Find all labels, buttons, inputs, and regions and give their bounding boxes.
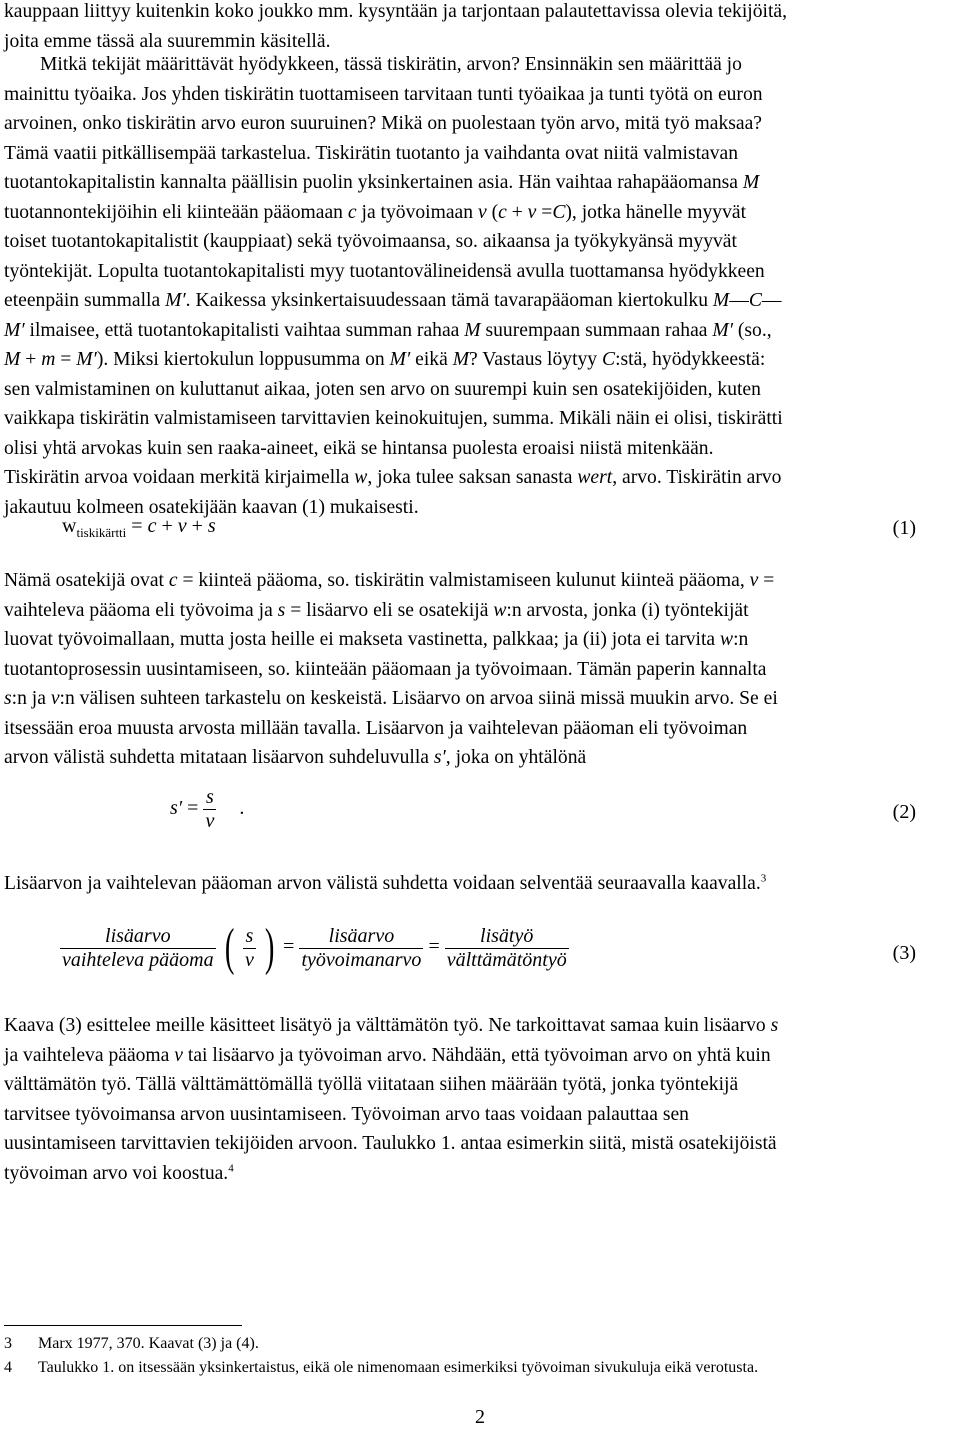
text-fragment: , joka on yhtälönä <box>445 747 587 768</box>
text-fragment: eteenpäin summalla <box>4 290 161 311</box>
math-symbol: c <box>498 201 507 223</box>
text-fragment: = <box>536 201 553 223</box>
math-symbol: v <box>749 570 759 591</box>
equation-number: (1) <box>892 517 916 539</box>
math-symbol: C <box>602 349 616 370</box>
math-subscript: tiskikärtti <box>76 525 127 540</box>
text-line: vaikkapa tiskirätin valmistamiseen tarvittavien keinokuitujen, summa. Mikäli näin ei olisi, tiskirätti <box>4 408 783 429</box>
math-symbol: s <box>207 515 216 537</box>
text-fragment: (so., <box>737 319 772 341</box>
math-symbol: c <box>168 570 178 591</box>
footnote-number: 4 <box>4 1359 12 1376</box>
text-line: työntekijät. Lopulta tuotantokapitalisti myy tuotantovälineidensä avulla tuottamansa hyödykkeen <box>4 260 765 282</box>
fraction <box>60 925 216 972</box>
footnote-text: Taulukko 1. on itsessään yksinkertaistus, eikä ole nimenomaan esimerkiksi työvoiman sivukuluja eikä verotusta. <box>38 1359 759 1376</box>
text-line <box>4 1041 954 1071</box>
fraction-denominator: välttämätöntyö <box>446 948 567 971</box>
footnote-reference[interactable]: 3 <box>760 872 767 885</box>
math-symbol: M <box>712 290 730 311</box>
italic-word: wert <box>577 467 613 488</box>
text-fragment: . Kaikessa yksinkertaisuudessaan tämä tavarapääoman kiertokulku <box>185 290 708 311</box>
text-line: Mitkä tekijät määrittävät hyödykkeen, tässä tiskirätin, arvon? Ensinnäkin sen määrittää jo <box>40 54 742 75</box>
text-line <box>4 684 954 714</box>
text-fragment: + <box>20 349 42 370</box>
footnote-reference[interactable]: 4 <box>228 1161 234 1174</box>
paragraph-surplus-labour <box>4 1011 954 1188</box>
text-fragment: Tiskirätin arvoa voidaan merkitä kirjaimella <box>4 467 350 488</box>
math-symbol: w <box>493 599 507 621</box>
text-fragment: :stä, hyödykkeestä: <box>615 349 766 370</box>
math-symbol: v <box>177 515 187 537</box>
text-line <box>4 168 954 198</box>
math-symbol: s <box>770 1015 779 1036</box>
text-line <box>4 566 954 596</box>
text-fragment: arvon välistä suhdetta mitataan lisäarvon suhdeluvulla <box>4 747 429 768</box>
math-symbol: v <box>50 688 60 709</box>
text-fragment: Lisäarvon ja vaihtelevan pääoman arvon välistä suhdetta voidaan selventää seuraavalla kaavalla. <box>4 873 761 894</box>
math-operator: + <box>156 515 178 537</box>
paragraph-clarify <box>4 869 954 899</box>
math-symbol: M <box>742 172 760 193</box>
math-symbol: M′ <box>165 290 186 311</box>
fraction-numerator: s <box>243 925 256 949</box>
text-line: uusintamiseen tarvittavien tekijöiden arvoon. Taulukko 1. antaa esimerkin siitä, mistä osatekijöistä <box>4 1133 777 1154</box>
math-symbol: c <box>347 201 357 223</box>
text-fragment: ), jotka hänelle myyvät <box>565 201 747 223</box>
footnote-separator <box>4 1325 242 1326</box>
text-fragment: , arvo. Tiskirätin arvo <box>612 467 782 488</box>
fraction-denominator: v <box>205 810 215 832</box>
math-symbol: s <box>277 599 286 621</box>
math-symbol: w <box>354 467 368 488</box>
text-line: tarvitsee työvoimansa arvon uusintamiseen. Työvoiman arvo taas voidaan palauttaa sen <box>4 1103 689 1125</box>
text-line <box>4 596 954 626</box>
paragraph-value-determinants <box>4 50 954 522</box>
text-fragment: työvoiman arvo voi koostua. <box>4 1162 229 1184</box>
equation-1 <box>62 515 216 541</box>
math-symbol: w <box>720 629 734 650</box>
equation-number: (2) <box>892 801 916 823</box>
text-line: jakautuu kolmeen osatekijään kaavan (1) mukaisesti. <box>4 496 419 518</box>
equation-3 <box>60 919 569 976</box>
math-paren-left: ( <box>224 919 235 976</box>
text-line <box>4 1159 954 1189</box>
text-line <box>4 345 954 375</box>
math-symbol: C <box>552 201 566 223</box>
fraction-denominator: työvoimanarvo <box>301 948 422 971</box>
math-operator: = <box>283 935 295 958</box>
math-symbol: v <box>527 201 537 223</box>
text-line: sen valmistaminen on kuluttanut aikaa, joten sen arvo on suurempi kuin sen osatekijöiden, kuten <box>4 378 761 400</box>
text-line <box>4 198 954 228</box>
math-operator: + <box>186 515 208 537</box>
text-fragment: luovat työvoimallaan, mutta josta heille ei makseta vastinetta, palkkaa; ja (ii) jota ei tarvita <box>4 629 716 650</box>
fraction-numerator: lisäarvo <box>60 925 216 949</box>
text-fragment: suurempaan summaan rahaa <box>485 319 708 341</box>
fraction-numerator: s <box>203 786 216 810</box>
math-punctuation: . <box>239 797 245 820</box>
text-line: joita emme tässä ala suuremmin käsitellä. <box>4 30 331 52</box>
fraction-numerator: lisätyö <box>445 925 569 949</box>
math-symbol: w <box>62 515 77 537</box>
text-line: kauppaan liittyy kuitenkin koko joukko mm. kysyntään ja tarjontaan palautettavissa olevia tekijöitä, <box>4 1 788 22</box>
math-symbol: M <box>4 349 21 370</box>
text-fragment: tai lisäarvo ja työvoiman arvo. Nähdään, että työvoiman arvo on yhtä kuin <box>187 1044 771 1066</box>
fraction-denominator: vaihteleva pääoma <box>62 948 214 971</box>
text-fragment: eikä <box>415 349 448 370</box>
text-line: tuotantoprosessin uusintamiseen, so. kiinteään pääomaan ja työvoimaan. Tämän paperin kannalta <box>4 658 767 680</box>
text-fragment: Kaava (3) esittelee meille käsitteet lisätyö ja välttämätön työ. Ne tarkoittavat samaa kuin lisäarvo <box>4 1015 766 1036</box>
math-symbol: v <box>477 201 487 223</box>
fraction-denominator: v <box>244 948 254 971</box>
page-number: 2 <box>475 1406 485 1428</box>
text-line <box>4 286 954 316</box>
footnote-4 <box>4 1358 758 1378</box>
text-fragment: Nämä osatekijä ovat <box>4 570 164 591</box>
math-paren-right: ) <box>264 919 275 976</box>
text-fragment: , joka tulee saksan sanasta <box>367 467 573 488</box>
text-fragment: = kiinteä pääoma, so. tiskirätin valmistamiseen kulunut kiinteä pääoma, <box>182 570 745 591</box>
math-symbol: M′ <box>712 319 733 341</box>
text-fragment: ja vaihteleva pääoma <box>4 1044 170 1066</box>
math-symbol: M′ <box>76 349 97 370</box>
text-fragment: tuotantokapitalistin kannalta päällisin puolin yksinkertainen asia. Hän vaihtaa rahapääomansa <box>4 172 738 193</box>
fraction <box>445 925 569 972</box>
text-line <box>4 316 954 346</box>
text-fragment: — <box>761 290 782 311</box>
text-fragment: = lisäarvo eli se osatekijä <box>290 599 489 621</box>
text-line: mainittu työaika. Jos yhden tiskirätin tuottamiseen tarvitaan tunti työaikaa ja tunti työtä on euron <box>4 83 763 105</box>
text-line: välttämätön työ. Tällä välttämättömällä työllä viitataan siihen määrään työtä, jonka työntekijä <box>4 1074 739 1095</box>
math-operator: = <box>428 935 440 958</box>
text-line: itsessään eroa muusta arvosta millään tavalla. Lisäarvon ja vaihtelevan pääoman eli työvoiman <box>4 717 748 739</box>
text-fragment: + <box>506 201 528 223</box>
math-symbol: M′ <box>389 349 411 370</box>
math-symbol: s <box>4 688 12 709</box>
text-fragment: :n välisen suhteen tarkastelu on keskeistä. Lisäarvo on arvoa siinä missä muukin arvo. Se ei <box>59 688 778 709</box>
text-fragment: — <box>729 290 749 311</box>
footnote-3 <box>4 1334 259 1354</box>
text-fragment: ilmaisee, että tuotantokapitalisti vaihtaa summan rahaa <box>29 319 460 341</box>
paragraph-components <box>4 566 954 773</box>
math-operator: = <box>187 797 199 820</box>
equation-number: (3) <box>892 942 916 964</box>
math-symbol: s′ <box>170 797 183 820</box>
text-line: toiset tuotantokapitalistit (kauppiaat) sekä työvoimaansa, so. aikaansa ja työkykyänsä myyvät <box>4 231 737 252</box>
text-line <box>4 743 954 773</box>
math-symbol: s′ <box>433 747 446 768</box>
text-line: olisi yhtä arvokas kuin sen raaka-aineet, eikä se hintansa puolesta eroaisi niistä mitenkään. <box>4 437 714 459</box>
math-symbol: M′ <box>4 319 25 341</box>
text-fragment: ( <box>491 201 499 223</box>
text-fragment: ? Vastaus löytyy <box>469 349 598 370</box>
text-fragment: :n arvosta, jonka (i) työntekijät <box>506 599 749 621</box>
math-symbol: m <box>41 349 56 370</box>
text-line <box>4 1011 954 1041</box>
footnote-number: 3 <box>4 1335 12 1352</box>
text-line <box>4 625 954 655</box>
text-line: arvoinen, onko tiskirätin arvo euron suuruinen? Mikä on puolestaan työn arvo, mitä työ maksaa? <box>4 113 762 134</box>
text-fragment: ja työvoimaan <box>361 201 474 223</box>
text-fragment: vaihteleva pääoma eli työvoima ja <box>4 599 273 621</box>
math-symbol: M <box>464 319 481 341</box>
text-fragment: tuotannontekijöihin eli kiinteään pääomaan <box>4 201 343 223</box>
equation-2 <box>170 786 244 833</box>
fraction-numerator: lisäarvo <box>299 925 423 949</box>
math-symbol: C <box>748 290 762 311</box>
math-symbol: M <box>452 349 470 370</box>
text-line <box>4 869 954 899</box>
text-fragment: ). Miksi kiertokulun loppusumma on <box>96 349 385 370</box>
text-fragment: :n ja <box>11 688 46 709</box>
text-fragment: :n <box>733 629 749 650</box>
fraction <box>243 925 256 972</box>
fraction <box>299 925 423 972</box>
text-fragment: = <box>763 570 775 591</box>
math-symbol: v <box>174 1044 183 1066</box>
math-operator: = <box>126 515 148 537</box>
paragraph-intro-continuation <box>4 0 954 56</box>
text-line <box>4 463 954 493</box>
footnote-text: Marx 1977, 370. Kaavat (3) ja (4). <box>38 1335 259 1352</box>
fraction <box>203 786 216 833</box>
text-fragment: = <box>55 349 77 370</box>
text-line: Tämä vaatii pitkällisempää tarkastelua. Tiskirätin tuotanto ja vaihdanta ovat niitä valmistavan <box>4 142 739 164</box>
math-symbol: c <box>147 515 157 537</box>
